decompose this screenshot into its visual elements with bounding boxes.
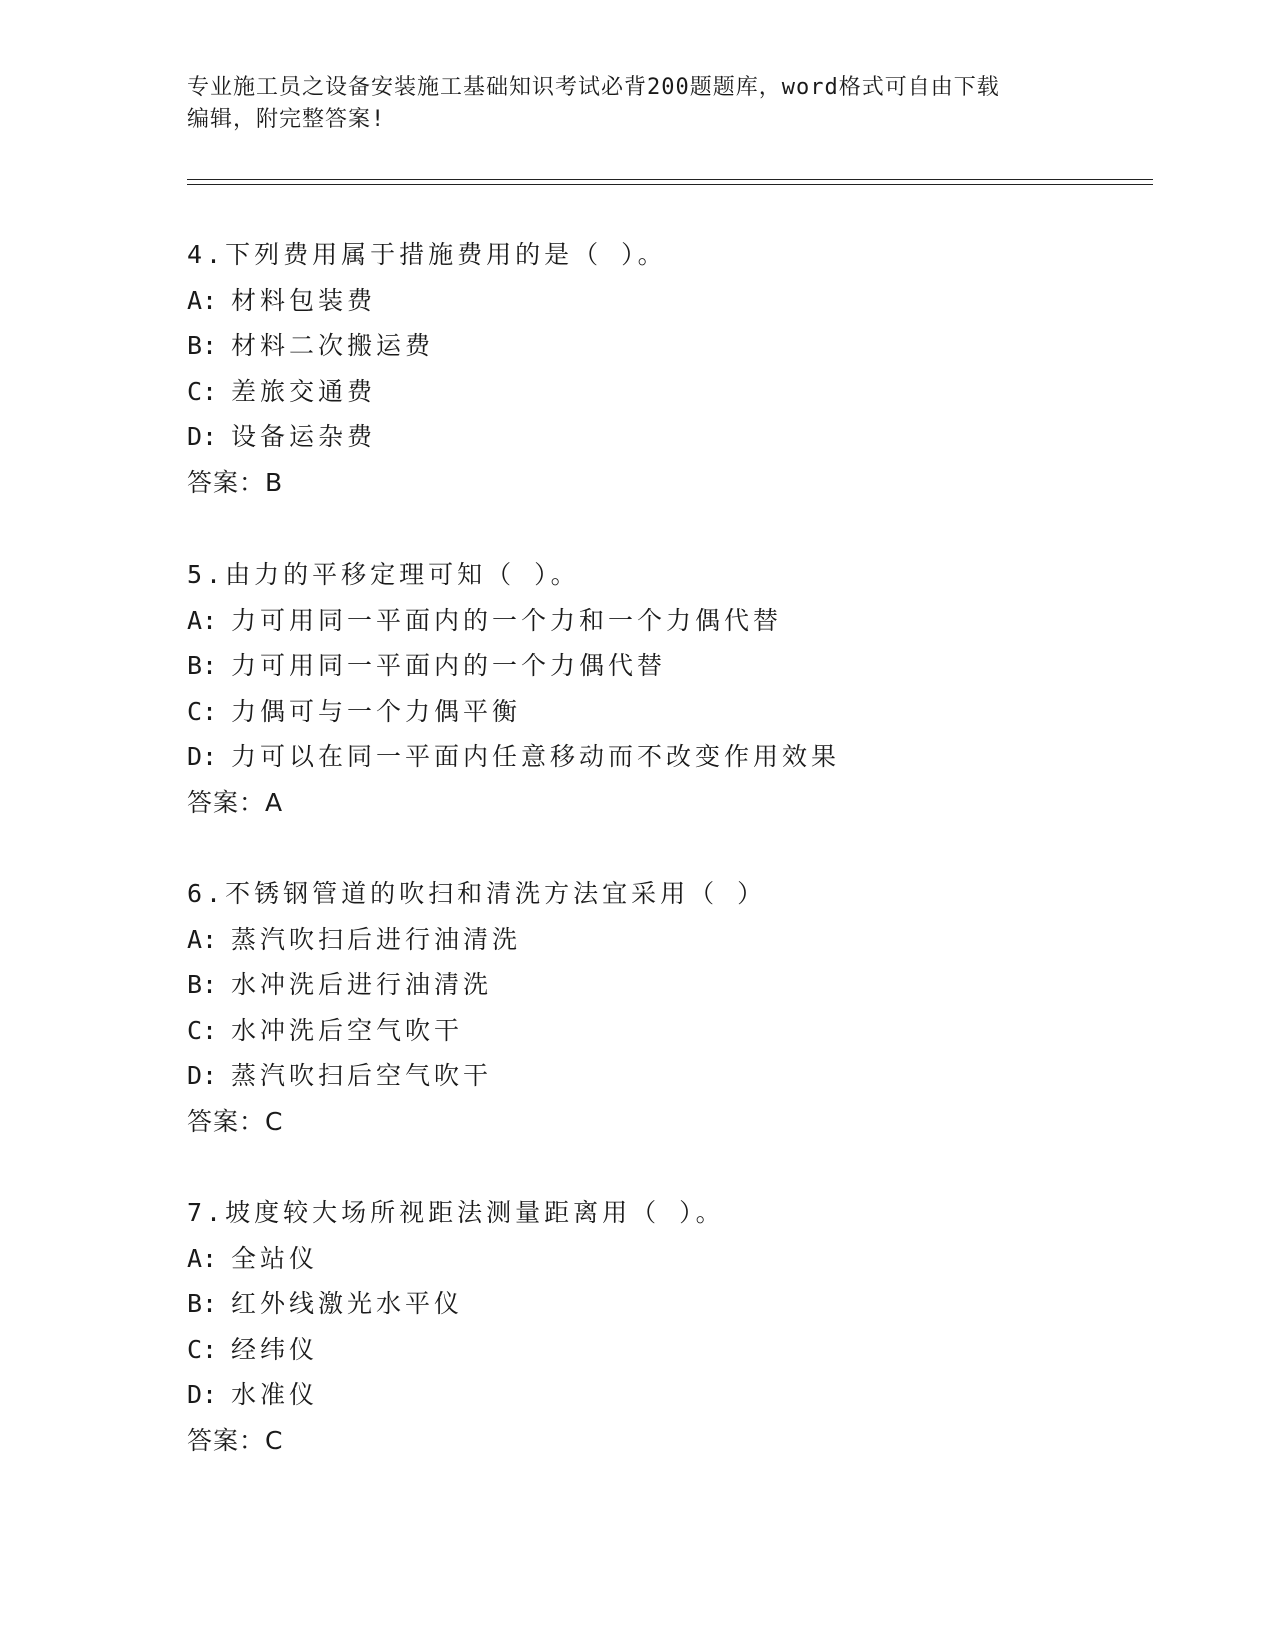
option-letter: C:: [187, 1015, 218, 1045]
option-c: [187, 1327, 1147, 1373]
option-text: 力偶可与一个力偶平衡: [231, 696, 522, 726]
question-stem: 5.由力的平移定理可知（ ）。: [187, 560, 580, 589]
question-stem: 4.下列费用属于措施费用的是（ ）。: [187, 240, 667, 269]
option-letter: D:: [187, 1061, 218, 1090]
option-b: [187, 962, 1147, 1008]
question-block: [187, 871, 1147, 1144]
question-block: [187, 552, 1147, 825]
option-d: [187, 414, 1147, 460]
answer-line: 答案：A: [187, 787, 284, 817]
question-stem: 7.坡度较大场所视距法测量距离用（ ）。: [187, 1198, 725, 1227]
option-b: [187, 1281, 1147, 1327]
question-stem: 6.不锈钢管道的吹扫和清洗方法宜采用（ ）: [187, 879, 767, 908]
option-letter: D:: [187, 1380, 218, 1409]
option-text: 材料包装费: [231, 285, 377, 315]
option-text: 全站仪: [231, 1243, 319, 1273]
option-b: [187, 643, 1147, 689]
document-header: [187, 72, 1067, 136]
option-letter: A:: [187, 285, 218, 315]
option-a: [187, 917, 1147, 963]
option-text: 蒸汽吹扫后进行油清洗: [231, 924, 522, 954]
option-letter: B:: [187, 970, 218, 999]
option-letter: B:: [187, 1289, 218, 1318]
option-d: [187, 1053, 1147, 1099]
option-text: 经纬仪: [231, 1334, 319, 1364]
option-c: [187, 369, 1147, 415]
option-letter: C:: [187, 376, 218, 406]
option-text: 差旅交通费: [231, 376, 377, 406]
option-letter: B:: [187, 651, 218, 680]
option-text: 红外线激光水平仪: [231, 1289, 464, 1318]
answer-line: 答案：C: [187, 1425, 284, 1455]
option-text: 水准仪: [231, 1380, 319, 1409]
option-b: [187, 323, 1147, 369]
option-text: 力可用同一平面内的一个力和一个力偶代替: [231, 605, 783, 635]
option-letter: A:: [187, 1243, 218, 1273]
header-line-2: 编辑，附完整答案!: [187, 107, 386, 132]
option-text: 材料二次搬运费: [231, 331, 435, 360]
option-letter: B:: [187, 331, 218, 360]
question-block: [187, 1190, 1147, 1463]
option-letter: D:: [187, 742, 218, 771]
option-text: 力可用同一平面内的一个力偶代替: [231, 651, 667, 680]
option-c: [187, 1008, 1147, 1054]
option-text: 设备运杂费: [231, 422, 377, 451]
option-text: 水冲洗后空气吹干: [231, 1015, 464, 1045]
header-divider-bottom: [187, 184, 1153, 185]
option-a: [187, 598, 1147, 644]
option-c: [187, 689, 1147, 735]
option-a: [187, 278, 1147, 324]
option-text: 力可以在同一平面内任意移动而不改变作用效果: [231, 742, 841, 771]
option-text: 水冲洗后进行油清洗: [231, 970, 493, 999]
header-divider-top: [187, 179, 1153, 180]
option-letter: D:: [187, 422, 218, 451]
question-block: [187, 232, 1147, 505]
option-letter: C:: [187, 696, 218, 726]
option-letter: A:: [187, 605, 218, 635]
option-letter: C:: [187, 1334, 218, 1364]
answer-line: 答案：C: [187, 1106, 284, 1136]
answer-line: 答案：B: [187, 467, 284, 497]
option-a: [187, 1236, 1147, 1282]
option-text: 蒸汽吹扫后空气吹干: [231, 1061, 493, 1090]
header-line-1: 专业施工员之设备安装施工基础知识考试必背200题题库，word格式可自由下载: [187, 75, 1000, 100]
option-d: [187, 1372, 1147, 1418]
option-d: [187, 734, 1147, 780]
option-letter: A:: [187, 924, 218, 954]
